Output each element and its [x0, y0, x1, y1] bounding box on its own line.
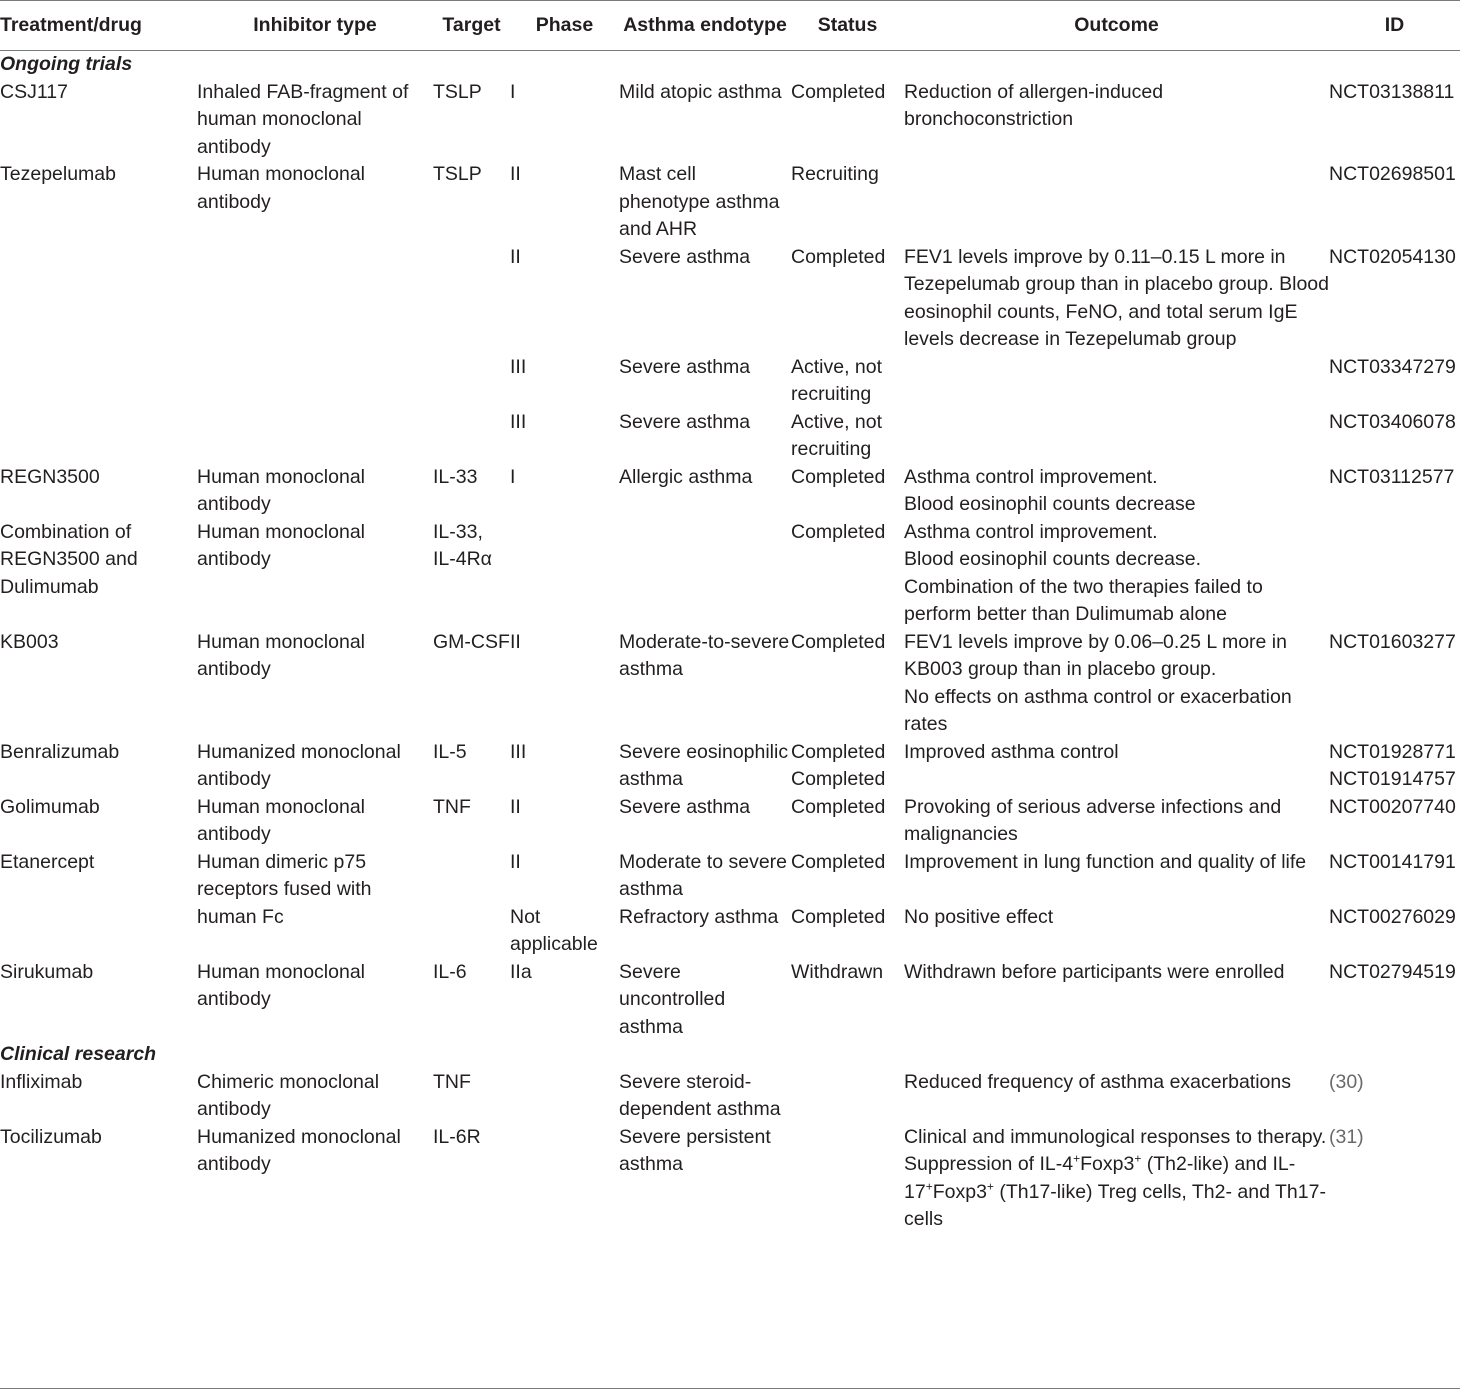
- cell-inhibitor: Human monoclonal antibody: [197, 520, 366, 570]
- cell-endotype: Mast cell phenotype asthma and AHR: [619, 163, 780, 240]
- cell-drug: REGN3500: [0, 465, 100, 488]
- table-row: [0, 354, 1460, 409]
- reference-link[interactable]: (31): [1329, 1125, 1364, 1148]
- cell-drug: Golimumab: [0, 795, 100, 818]
- cell-endotype: Refractory asthma: [619, 905, 779, 928]
- superscript-plus: +: [1134, 1151, 1142, 1166]
- section-row-ongoing: [0, 51, 1460, 79]
- cell-outcome: [904, 519, 1329, 629]
- cell-inhibitor: Human monoclonal antibody: [197, 795, 366, 845]
- cell-inhibitor: Humanized monoclonal antibody: [197, 740, 401, 790]
- cell-drug: Tocilizumab: [0, 1125, 102, 1148]
- cell-phase: [510, 1124, 619, 1234]
- table-row: [0, 79, 1460, 162]
- cell-target: GM-CSF: [433, 630, 510, 653]
- cell-target: [433, 849, 510, 959]
- cell-drug: Tezepelumab: [0, 163, 116, 185]
- cell-status: Completed: [791, 850, 886, 873]
- cell-outcome: Withdrawn before participants were enrolled: [904, 960, 1285, 983]
- cell-drug: Infliximab: [0, 1070, 83, 1093]
- outcome-line: FEV1 levels improve by 0.06–0.25 L more in KB003 group than in placebo group.: [904, 630, 1287, 680]
- cell-target-empty: [433, 354, 510, 409]
- table-row: [0, 161, 1460, 244]
- cell-outcome: Reduced frequency of asthma exacerbations: [904, 1070, 1291, 1093]
- cell-outcome: Reduction of allergen-induced bronchoconstriction: [904, 80, 1164, 130]
- cell-status: Completed: [791, 465, 886, 488]
- outcome-text: (Th17-like) Treg cells, Th2- and Th17-cells: [904, 1180, 1326, 1230]
- cell-endotype: Severe uncontrolled asthma: [619, 960, 726, 1038]
- cell-inhibitor: Human monoclonal antibody: [197, 960, 366, 1010]
- cell-phase: IIa: [510, 960, 532, 983]
- cell-target: TSLP: [433, 163, 482, 185]
- cell-phase: III: [510, 355, 527, 378]
- cell-phase: II: [510, 630, 521, 653]
- cell-endotype: Moderate to severe asthma: [619, 850, 788, 900]
- header-target: Target: [433, 0, 510, 51]
- outcome-line: Blood eosinophil counts decrease.: [904, 548, 1202, 570]
- table-row: [0, 1069, 1460, 1124]
- cell-phase: III: [510, 410, 527, 433]
- cell-inhibitor-empty: [197, 409, 433, 464]
- cell-endotype: Severe asthma: [619, 795, 751, 818]
- cell-endotype: Moderate-to-severe asthma: [619, 630, 790, 680]
- cell-phase: I: [510, 80, 516, 103]
- cell-phase: [510, 519, 619, 629]
- cell-outcome: [904, 354, 1329, 409]
- outcome-line: Clinical and immunological responses to therapy.: [904, 1125, 1327, 1148]
- id-line: NCT01914757: [1329, 768, 1456, 790]
- section-row-clinical: [0, 1041, 1460, 1069]
- cell-status: [791, 739, 904, 794]
- cell-status: Active, not recruiting: [791, 410, 883, 460]
- cell-drug: CSJ117: [0, 80, 68, 103]
- cell-inhibitor: Chimeric monoclonal antibody: [197, 1070, 380, 1120]
- cell-drug-empty: [0, 409, 197, 464]
- cell-target: IL-33: [433, 465, 478, 488]
- cell-drug: Sirukumab: [0, 960, 94, 983]
- outcome-text: Suppression of IL-4: [904, 1153, 1074, 1175]
- cell-endotype: Severe steroid-dependent asthma: [619, 1070, 781, 1120]
- table-bottom-rule: [0, 1388, 1460, 1389]
- header-phase: Phase: [510, 0, 619, 51]
- table-row: [0, 409, 1460, 464]
- cell-endotype: Severe asthma: [619, 245, 751, 268]
- cell-status: Completed: [791, 630, 886, 653]
- cell-id: NCT03406078: [1329, 410, 1456, 433]
- outcome-line: No effects on asthma control or exacerbation rates: [904, 685, 1292, 735]
- header-status: Status: [791, 0, 904, 51]
- cell-id: NCT03112577: [1329, 465, 1455, 488]
- cell-endotype: Severe asthma: [619, 410, 751, 433]
- cell-inhibitor: Human dimeric p75 receptors fused with human Fc: [197, 850, 372, 928]
- table-row: [0, 739, 1460, 794]
- cell-inhibitor: Human monoclonal antibody: [197, 630, 366, 680]
- table-row: [0, 1124, 1460, 1234]
- cell-outcome: FEV1 levels improve by 0.11–0.15 L more in Tezepelumab group than in placebo group. Blood eosinophil counts, FeNO, and total serum IgE levels decrease in Tezepelumab group: [904, 245, 1329, 350]
- cell-id: NCT00141791: [1329, 850, 1456, 873]
- cell-status: Recruiting: [791, 163, 879, 185]
- cell-target-empty: [433, 409, 510, 464]
- cell-outcome: [904, 464, 1329, 519]
- cell-id: NCT01603277: [1329, 630, 1456, 653]
- cell-outcome: [904, 1124, 1329, 1234]
- status-line: Completed: [791, 768, 886, 790]
- cell-inhibitor: Humanized monoclonal antibody: [197, 1125, 401, 1175]
- table-row: [0, 464, 1460, 519]
- cell-drug: Combination of REGN3500 and Dulimumab: [0, 520, 138, 598]
- cell-status: Completed: [791, 795, 886, 818]
- cell-endotype: Severe asthma: [619, 355, 751, 378]
- cell-inhibitor-empty: [197, 244, 433, 354]
- cell-phase: II: [510, 245, 521, 268]
- outcome-line: Blood eosinophil counts decrease: [904, 493, 1196, 515]
- outcome-line: [904, 1151, 1329, 1234]
- cell-target: TNF: [433, 1070, 471, 1093]
- cell-endotype: Severe eosinophilic asthma: [619, 740, 789, 790]
- cell-phase: II: [510, 795, 521, 818]
- cell-id: NCT02794519: [1329, 960, 1456, 983]
- cell-outcome: Provoking of serious adverse infections and malignancies: [904, 795, 1282, 845]
- cell-phase: Not applicable: [510, 905, 598, 955]
- cell-drug-empty: [0, 244, 197, 354]
- table-row: [0, 629, 1460, 739]
- status-line: Completed: [791, 740, 886, 763]
- table-row: [0, 959, 1460, 1042]
- cell-inhibitor: Human monoclonal antibody: [197, 465, 366, 515]
- superscript-plus: +: [1073, 1151, 1081, 1166]
- table-row: [0, 244, 1460, 354]
- cell-id: [1329, 519, 1460, 629]
- cell-inhibitor: Human monoclonal antibody: [197, 163, 366, 213]
- cell-id: [1329, 739, 1460, 794]
- outcome-line: Asthma control improvement.: [904, 520, 1158, 543]
- section-heading: Clinical research: [0, 1043, 157, 1065]
- cell-target: TNF: [433, 795, 471, 818]
- cell-phase: III: [510, 740, 527, 763]
- cell-id: NCT00276029: [1329, 905, 1456, 928]
- cell-drug: KB003: [0, 630, 59, 653]
- cell-endotype: Allergic asthma: [619, 465, 753, 488]
- outcome-text: Foxp3: [1080, 1153, 1135, 1175]
- cell-id: NCT03138811: [1329, 80, 1455, 103]
- cell-phase: [510, 1069, 619, 1124]
- cell-endotype: Mild atopic asthma: [619, 80, 782, 103]
- cell-outcome: [904, 161, 1329, 244]
- cell-target-empty: [433, 244, 510, 354]
- cell-target: IL-33, IL-4Rα: [433, 520, 492, 570]
- table-row: [0, 849, 1460, 904]
- table-body: [0, 51, 1460, 1234]
- cell-outcome: Improvement in lung function and quality of life: [904, 850, 1307, 873]
- id-line: NCT01928771: [1329, 740, 1456, 763]
- cell-status: Withdrawn: [791, 960, 884, 983]
- superscript-plus: +: [986, 1179, 994, 1193]
- cell-inhibitor-empty: [197, 354, 433, 409]
- cell-target: IL-6: [433, 960, 467, 983]
- cell-target: IL-5: [433, 740, 467, 763]
- cell-id: NCT02054130: [1329, 245, 1456, 268]
- cell-status: Completed: [791, 245, 886, 268]
- cell-id: NCT02698501: [1329, 163, 1456, 185]
- cell-target: TSLP: [433, 80, 482, 103]
- table-header: [0, 0, 1460, 51]
- cell-phase: II: [510, 163, 521, 185]
- cell-drug-empty: [0, 354, 197, 409]
- cell-outcome: [904, 409, 1329, 464]
- cell-drug: Benralizumab: [0, 740, 120, 763]
- cell-phase: II: [510, 850, 521, 873]
- cell-id: NCT00207740: [1329, 795, 1456, 818]
- cell-outcome: Improved asthma control: [904, 740, 1119, 763]
- header-treatment: Treatment/drug: [0, 0, 197, 51]
- cell-status: Completed: [791, 905, 886, 928]
- table-row: [0, 794, 1460, 849]
- cell-status: [791, 1124, 904, 1234]
- outcome-line: Combination of the two therapies failed to perform better than Dulimumab alone: [904, 575, 1263, 625]
- cell-outcome: [904, 629, 1329, 739]
- cell-endotype: Severe persistent asthma: [619, 1125, 771, 1175]
- cell-status: Active, not recruiting: [791, 355, 883, 405]
- cell-status: [791, 1069, 904, 1124]
- outcome-text: Foxp3: [932, 1180, 987, 1203]
- cell-status: Completed: [791, 520, 886, 543]
- cell-id: NCT03347279: [1329, 355, 1456, 378]
- header-asthma-endotype: Asthma endotype: [619, 0, 791, 51]
- cell-endotype: [619, 519, 791, 629]
- reference-link[interactable]: (30): [1329, 1070, 1364, 1093]
- cell-target: IL-6R: [433, 1125, 481, 1148]
- cell-phase: I: [510, 465, 516, 488]
- cell-outcome: No positive effect: [904, 905, 1054, 928]
- section-heading: Ongoing trials: [0, 53, 133, 75]
- outcome-line: Asthma control improvement.: [904, 465, 1158, 488]
- superscript-plus: +: [925, 1179, 933, 1193]
- header-outcome: Outcome: [904, 0, 1329, 51]
- table-row: [0, 519, 1460, 629]
- cell-inhibitor: Inhaled FAB-fragment of human monoclonal antibody: [197, 80, 409, 158]
- cell-status: Completed: [791, 80, 886, 103]
- outcome-text: (Th2-like) and IL-17: [904, 1153, 1296, 1203]
- cell-drug: Etanercept: [0, 850, 95, 873]
- header-id: ID: [1329, 0, 1460, 51]
- header-inhibitor-type: Inhibitor type: [197, 0, 433, 51]
